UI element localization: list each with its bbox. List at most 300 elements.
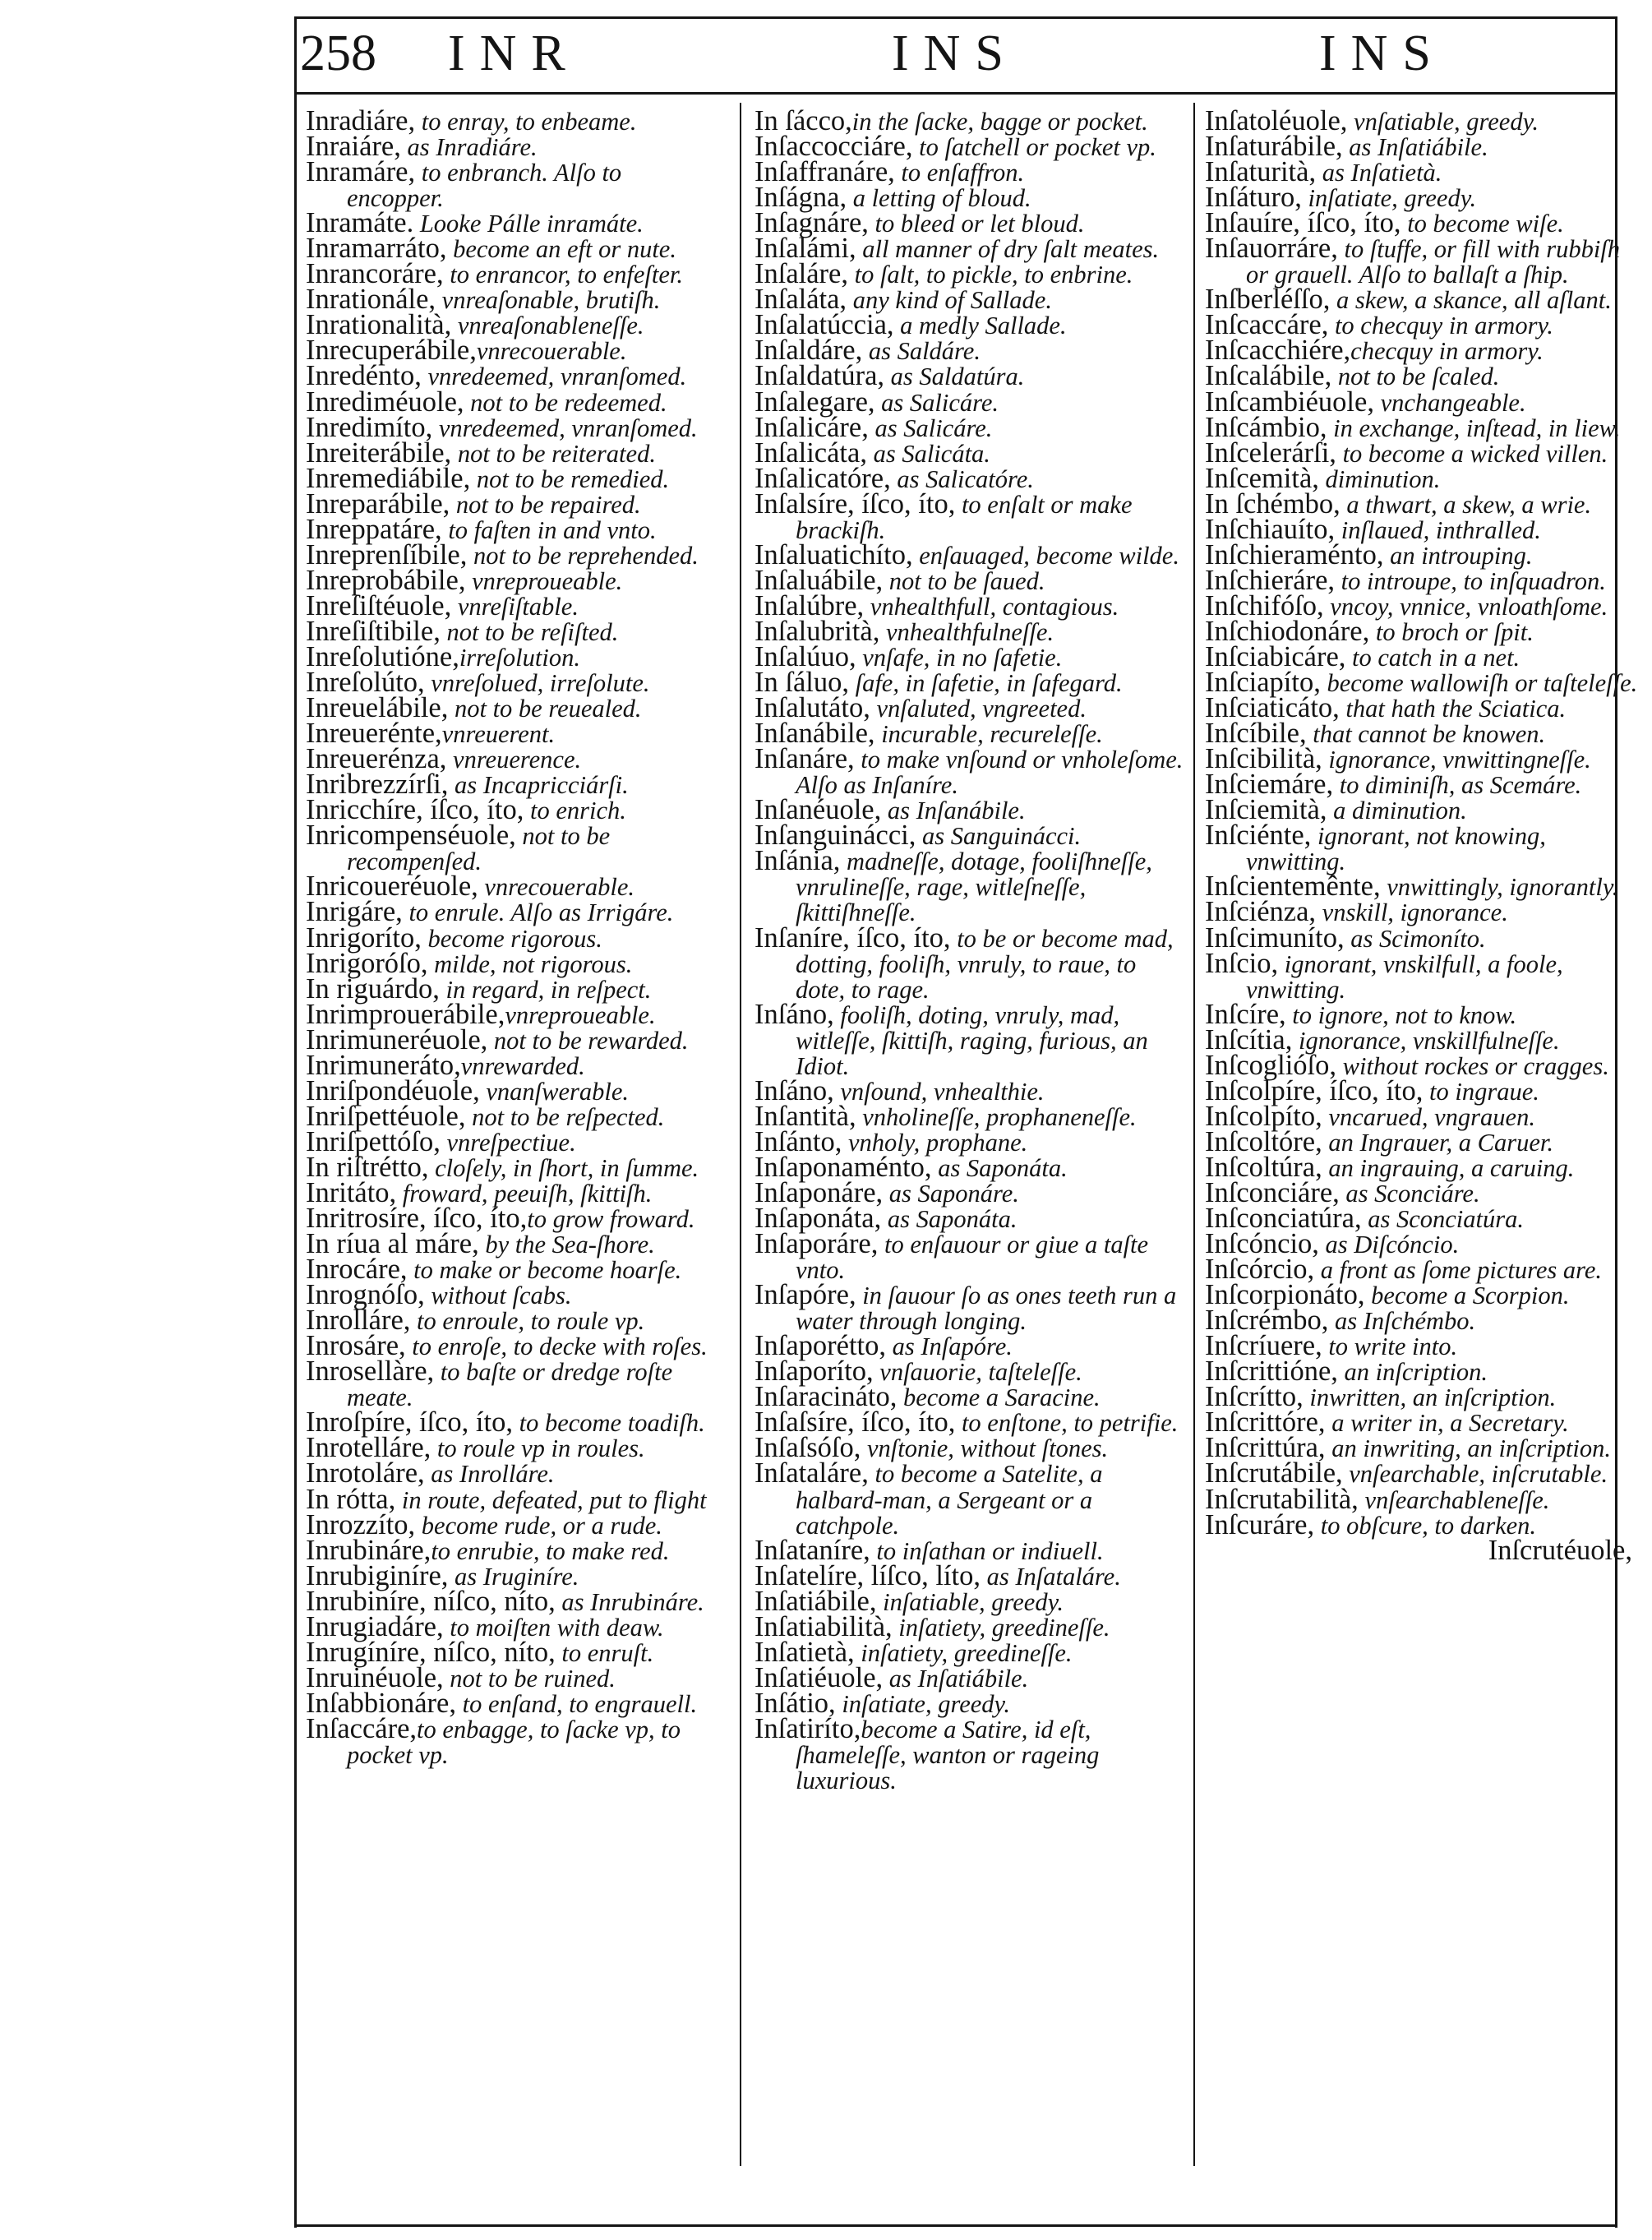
entry-definition: vnſatiable, greedy. (1347, 109, 1539, 136)
entry-definition: as Iruginíre. (448, 1562, 579, 1591)
dictionary-entry (754, 487, 1190, 544)
entry-headword: Inramáte. (306, 207, 414, 239)
entry-headword: Inredimíto, (306, 411, 433, 443)
entry-definition: as Saldáre. (862, 337, 981, 366)
entry-definition: to enbagge, to ſacke vp, to pocket vp. (347, 1715, 681, 1769)
entry-definition: a medly Sallade. (893, 312, 1067, 340)
entry-headword: Inrosáre, (306, 1330, 406, 1362)
entry-definition: not to be redeemed. (464, 388, 667, 417)
entry-definition: inſatiety, greedineſſe. (854, 1638, 1073, 1667)
entry-headword: Inſconciatúra, (1205, 1203, 1362, 1235)
entry-headword: Inſcolpíre, íſco, íto, (1205, 1074, 1424, 1106)
entry-definition: vnreſiſtable. (451, 592, 579, 621)
entry-definition: not to be repaired. (450, 490, 641, 519)
entry-definition: vnredeemed, vnranſomed. (432, 413, 698, 442)
entry-definition: to enſaffron. (894, 159, 1025, 187)
entry-definition: vnſauorie, taſteleſſe. (873, 1358, 1082, 1387)
entry-headword: Inrationále, (306, 284, 436, 316)
dictionary-entry (754, 1279, 1190, 1336)
entry-definition: as Inradiáre. (400, 133, 538, 162)
entry-headword: Inſanguinácci, (754, 820, 916, 852)
entry-definition: vnhealthfull, contagious. (864, 592, 1119, 621)
entry-definition: a thwart, a skew, a wrie. (1340, 490, 1592, 519)
entry-headword: Inſaponáre, (754, 1176, 884, 1208)
dictionary-entry (754, 1712, 1190, 1795)
dictionary-entry (306, 1712, 721, 1769)
entry-definition: in the ſacke, bagge or pocket. (851, 109, 1148, 136)
entry-definition: Looke Pálle inramáte. (413, 210, 644, 238)
dictionary-entry (754, 1457, 1190, 1540)
entry-headword: Inſcámbio, (1205, 411, 1327, 443)
entry-headword: Inſaturità, (1205, 156, 1317, 188)
entry-headword: Inrancoráre, (306, 258, 444, 290)
entry-headword: Inſcemità, (1205, 462, 1319, 494)
dictionary-entry (754, 921, 1190, 1004)
entry-headword: Inrecuperábile, (306, 335, 477, 367)
header-rule (294, 92, 1617, 95)
entry-definition: to inſathan or indiuell. (870, 1536, 1104, 1565)
entry-definition: inſatiate, greedy. (835, 1689, 1011, 1718)
entry-definition: enſauaged, become wilde. (912, 541, 1179, 570)
entry-definition: to ſalt, to pickle, to enbrine. (847, 261, 1133, 289)
entry-definition: vnredeemed, vnranſomed. (421, 363, 687, 391)
entry-definition: as Inſanábile. (881, 797, 1026, 825)
entry-definition: to become wiſe. (1401, 210, 1564, 238)
entry-headword: Inſaponaménto, (754, 1151, 932, 1183)
entry-headword: Inritáto, (306, 1176, 397, 1208)
entry-definition: in ſauour ſo as ones teeth run a water through longing. (796, 1282, 1177, 1336)
entry-definition: as Saponáta. (881, 1205, 1018, 1234)
entry-headword: Inſaláta, (754, 284, 847, 316)
entry-headword: Inremediábile, (306, 462, 471, 494)
entry-definition: not to be reſiſted. (440, 617, 619, 646)
entry-headword: Inreprenſíbile, (306, 538, 468, 570)
entry-headword: In ſácco, (754, 109, 852, 136)
entry-headword: Inſaláre, (754, 258, 848, 290)
entry-headword: Inſciabicáre, (1205, 640, 1346, 672)
entry-headword: Inſantità, (754, 1100, 856, 1132)
entry-definition: as Sconciáre. (1339, 1179, 1480, 1208)
entry-headword: Inrotelláre, (306, 1432, 431, 1464)
entry-headword: Inſánto, (754, 1125, 842, 1157)
entry-definition: vnhealthfulneſſe. (879, 617, 1054, 646)
entry-definition: to make or become hoarſe. (407, 1256, 682, 1285)
entry-definition: as Salicáre. (868, 413, 993, 442)
entry-definition: to diminiſh, as Scemáre. (1333, 771, 1582, 800)
entry-definition: as Saponáre. (883, 1179, 1019, 1208)
entry-definition: inſatiate, greedy. (1301, 184, 1477, 213)
entry-definition: without rockes or cragges. (1336, 1051, 1609, 1080)
top-rule (294, 16, 1617, 19)
entry-headword: Inriſpettéuole, (306, 1100, 466, 1132)
dictionary-column-3 (1205, 109, 1640, 2229)
entry-headword: Inſcrittúra, (1205, 1432, 1326, 1464)
entry-headword: Inramarráto, (306, 233, 447, 265)
entry-definition: to write into. (1322, 1332, 1458, 1361)
entry-headword: Inſcrémbo, (1205, 1305, 1329, 1337)
entry-headword: Inſcrítto, (1205, 1381, 1304, 1413)
entry-definition: inſatiety, greedineſſe. (892, 1613, 1110, 1642)
entry-headword: Inſcambiéuole, (1205, 386, 1374, 418)
entry-headword: Inſaturábile, (1205, 131, 1343, 163)
entry-definition: vnreproueable. (505, 1000, 656, 1029)
entry-definition: in route, defeated, put to flight (395, 1485, 707, 1514)
entry-definition: to catch in a net. (1345, 643, 1520, 672)
entry-headword: Inrigáre, (306, 896, 403, 928)
entry-definition: an inſcription. (1337, 1358, 1488, 1387)
entry-definition: become a Satire, id eſt, ſhameleſſe, wanton or rageing luxurious. (796, 1715, 1100, 1795)
entry-headword: Inſatietà, (754, 1636, 855, 1668)
entry-definition: to enſalt or make brackiſh. (796, 490, 1133, 544)
entry-definition: to become a wicked villen. (1336, 439, 1608, 468)
entry-definition: as Salicatóre. (890, 464, 1034, 493)
entry-headword: Inſalubrità, (754, 615, 880, 647)
entry-definition: not to be ſaued. (883, 566, 1045, 595)
entry-definition: as Diſcóncio. (1318, 1231, 1460, 1259)
entry-headword: Inſcrittióne, (1205, 1356, 1338, 1388)
entry-definition: to grow froward. (527, 1205, 695, 1234)
entry-definition: vnſafe, in no ſafetie. (856, 643, 1063, 672)
entry-headword: Inſcórcio, (1205, 1254, 1315, 1286)
entry-headword: Inſalatúccia, (754, 309, 894, 341)
entry-definition: as Saldatúra. (884, 363, 1025, 391)
entry-definition: to enrancor, to enfeſter. (443, 261, 683, 289)
entry-headword: Inreſolúto, (306, 667, 425, 699)
entry-definition: to enbranch. Alſo to encopper. (347, 159, 622, 213)
entry-definition: not to be remedied. (470, 464, 670, 493)
entry-definition: fooliſh, doting, vnruly, mad, witleſſe, ſkittiſh, raging, furious, an Idiot. (796, 1000, 1148, 1080)
entry-definition: ignorant, vnskilfull, a foole, vnwitting. (1246, 949, 1563, 1004)
entry-definition: as Inſatiábile. (883, 1664, 1029, 1693)
entry-headword: In ſáluo, (754, 667, 849, 699)
entry-headword: Inrosellàre, (306, 1356, 435, 1388)
entry-definition: become a Scorpion. (1364, 1282, 1570, 1310)
entry-headword: Inſágna, (754, 182, 847, 214)
entry-headword: Inſaccáre, (306, 1712, 418, 1744)
entry-definition: as Sanguinácci. (916, 822, 1082, 851)
entry-headword: Inſaluatichíto, (754, 538, 913, 570)
entry-headword: Inſcríuere, (1205, 1330, 1322, 1362)
entry-definition: ſafe, in ſafetie, in ſafegard. (848, 669, 1123, 698)
entry-headword: Inrugiadáre, (306, 1610, 444, 1642)
entry-headword: Inſciapíto, (1205, 667, 1321, 699)
entry-headword: Inrediméuole, (306, 386, 464, 418)
entry-definition: to bleed or let bloud. (868, 210, 1085, 238)
entry-headword: Inrolláre, (306, 1305, 411, 1337)
entry-definition: checquy in armory. (1350, 337, 1544, 366)
entry-definition: to enroule, to roule vp. (410, 1307, 645, 1336)
entry-headword: Inſcolpíto, (1205, 1100, 1322, 1132)
entry-definition: vnrecouerable. (478, 873, 635, 902)
entry-definition: a skew, a skance, all aſlant. (1330, 286, 1612, 315)
entry-headword: Inſciénza, (1205, 896, 1317, 928)
entry-definition: to make vnſound or vnholeſome. Alſo as Inſaníre. (796, 746, 1184, 800)
entry-headword: Inſaccocciáre, (754, 131, 913, 163)
entry-definition: not to be recompenſed. (347, 822, 611, 876)
entry-headword: Inrimuneréuole, (306, 1023, 488, 1055)
entry-definition: that cannot be knowen. (1306, 720, 1546, 749)
entry-definition: vnſearchableneſſe. (1358, 1485, 1550, 1514)
entry-definition: not to be reuealed. (448, 695, 642, 723)
entry-definition: a writer in, a Secretary. (1325, 1409, 1569, 1438)
entry-headword: In riguárdo, (306, 972, 440, 1005)
entry-definition: vnreproueable. (465, 566, 623, 595)
entry-definition: by the Sea-ſhore. (478, 1231, 655, 1259)
entry-headword: Inſáturo, (1205, 182, 1302, 214)
entry-definition: madneſſe, dotage, fooliſhneſſe, vnrulineſſe, rage, witleſneſſe, ſkittiſhneſſe. (796, 848, 1152, 927)
entry-definition: to faſten in and vnto. (441, 515, 657, 544)
entry-headword: Inſátio, (754, 1687, 836, 1719)
entry-definition: ignorance, vnwittingneſſe. (1322, 746, 1591, 774)
entry-definition: as Inſatiábile. (1342, 133, 1488, 162)
entry-headword: Inrotoláre, (306, 1457, 425, 1489)
entry-headword: Inſaffranáre, (754, 156, 895, 188)
entry-definition: an introuping. (1383, 541, 1533, 570)
entry-headword: Inroſpíre, íſco, íto, (306, 1406, 513, 1439)
entry-definition: not to be reprehended. (467, 541, 699, 570)
entry-definition: vncarued, vngrauen. (1322, 1102, 1535, 1131)
entry-headword: Inſataníre, (754, 1534, 870, 1566)
entry-definition: vnreuerent. (441, 720, 556, 749)
entry-definition: become rude, or a rude. (415, 1511, 662, 1540)
entry-headword: Inſcientemênte, (1205, 871, 1381, 903)
entry-definition: as Inrolláre. (424, 1460, 555, 1489)
entry-headword: Inſáno, (754, 1074, 834, 1106)
entry-headword: Inſalutáto, (754, 692, 870, 724)
entry-definition: vnrecouerable. (476, 337, 627, 366)
entry-headword: Inricchíre, íſco, íto, (306, 794, 524, 826)
entry-definition: as Scimoníto. (1344, 924, 1486, 953)
entry-definition: vnſound, vnhealthie. (833, 1077, 1045, 1106)
entry-headword: Inſaporíto, (754, 1356, 874, 1388)
entry-definition: vnrewarded. (460, 1051, 585, 1080)
entry-headword: Inſchieraménto, (1205, 538, 1384, 570)
entry-definition: a letting of bloud. (847, 184, 1031, 213)
entry-headword: Inſaluábile, (754, 564, 884, 596)
entry-headword: Inſatiábile, (754, 1585, 877, 1617)
entry-headword: Inreppatáre, (306, 513, 442, 545)
entry-headword: Inrocáre, (306, 1254, 408, 1286)
entry-definition: to checquy in armory. (1328, 312, 1553, 340)
dictionary-entry (754, 743, 1190, 800)
entry-headword: Inſcacchiére, (1205, 335, 1351, 367)
entry-definition: cloſely, in ſhort, in ſumme. (428, 1153, 699, 1182)
entry-definition: an ingrauing, a caruing. (1322, 1153, 1575, 1182)
entry-headword: Inſaníre, íſco, íto, (754, 921, 951, 954)
entry-headword: Inſcio, (1205, 947, 1279, 979)
entry-headword: Inſáno, (754, 998, 834, 1030)
entry-headword: Inſaldatúra, (754, 360, 885, 392)
entry-definition: incurable, recureleſſe. (874, 720, 1103, 749)
entry-definition: to become toadiſh. (512, 1409, 705, 1438)
entry-definition: to enroſe, to decke with roſes. (405, 1332, 708, 1361)
entry-definition: vnſearchable, inſcrutable. (1342, 1460, 1608, 1489)
entry-definition: in exchange, inſtead, in liew. (1327, 413, 1621, 442)
entry-definition: as Sconciatúra. (1361, 1205, 1524, 1234)
entry-headword: Inreparábile, (306, 487, 450, 520)
entry-definition: as Inſatietà. (1316, 159, 1442, 187)
entry-definition: not to be ſcaled. (1331, 363, 1500, 391)
entry-definition: as Saponáta. (931, 1153, 1068, 1182)
entry-headword: Inſauíre, íſco, íto, (1205, 207, 1401, 239)
entry-definition: an inwriting, an inſcription. (1325, 1434, 1611, 1463)
entry-headword: Inſcuráre, (1205, 1508, 1315, 1540)
entry-headword: In ſchémbo, (1205, 487, 1341, 520)
entry-headword: Inſchifóſo, (1205, 589, 1324, 621)
entry-headword: Inſagnáre, (754, 207, 869, 239)
entry-headword: Inſcrutabilità, (1205, 1483, 1359, 1515)
entry-headword: Inſapóre, (754, 1279, 856, 1311)
entry-definition: to enrule. Alſo as Irrigáre. (402, 898, 674, 927)
dictionary-entry (306, 820, 721, 876)
entry-headword: Inreiterábile, (306, 436, 452, 469)
entry-definition: to enrubie, to make red. (431, 1536, 670, 1565)
entry-headword: Inſcibilità, (1205, 743, 1322, 775)
dictionary-entry (754, 845, 1190, 927)
entry-definition: vnwittingly, ignorantly. (1380, 873, 1619, 902)
entry-definition: froward, peeuiſh, ſkittiſh. (396, 1179, 653, 1208)
running-head-center: INS (892, 25, 1018, 81)
entry-definition: to roule vp in roules. (431, 1434, 645, 1463)
entry-definition: to enſand, to engrauell. (455, 1689, 698, 1718)
entry-definition: to enray, to enbeame. (415, 109, 637, 136)
entry-headword: Inrozzíto, (306, 1508, 416, 1540)
entry-headword: Inſcítia, (1205, 1023, 1293, 1055)
entry-headword: Inribrezzírſi, (306, 769, 449, 801)
entry-headword: Inſaporáre, (754, 1228, 879, 1260)
entry-headword: Inſcimuníto, (1205, 921, 1345, 954)
entry-definition: become wallowiſh or taſteleſſe. (1320, 669, 1638, 698)
entry-definition: irreſolution. (459, 643, 580, 672)
entry-headword: In riſtrétto, (306, 1151, 429, 1183)
running-head-right: INS (1319, 25, 1446, 81)
entry-definition: without ſcabs. (424, 1282, 572, 1310)
entry-definition: to enruſt. (555, 1638, 654, 1667)
dictionary-entry (754, 1228, 1190, 1285)
entry-definition: vnſaluted, vngreeted. (870, 695, 1087, 723)
entry-headword: Inſatelíre, líſco, líto, (754, 1559, 981, 1591)
dictionary-entry (1205, 1508, 1640, 1540)
entry-headword: Inſalicáre, (754, 411, 869, 443)
entry-definition: vnholy, prophane. (842, 1128, 1028, 1157)
catchword: Inſcrutéuole, (1488, 1534, 1632, 1566)
entry-headword: Inſalegare, (754, 386, 875, 418)
entry-definition: vnreuerence. (446, 746, 582, 774)
dictionary-entry (306, 156, 721, 213)
entry-headword: Inſcíre, (1205, 998, 1286, 1030)
entry-headword: Inſcoltóre, (1205, 1125, 1322, 1157)
entry-headword: Inſalámi, (754, 233, 856, 265)
entry-definition: as Incapricciárſi. (448, 771, 629, 800)
entry-headword: Inramáre, (306, 156, 416, 188)
entry-headword: Inſalicatóre, (754, 462, 891, 494)
entry-headword: Inrimuneráto, (306, 1049, 461, 1081)
entry-headword: Inſciaticáto, (1205, 692, 1340, 724)
entry-definition: vnreaſonable, brutiſh. (436, 286, 661, 315)
entry-definition: ignorance, vnskillfulneſſe. (1292, 1026, 1560, 1055)
entry-definition: become a Saracine. (897, 1383, 1101, 1412)
entry-headword: Inſatiabilità, (754, 1610, 893, 1642)
entry-headword: Inſchieráre, (1205, 564, 1336, 596)
running-header (300, 25, 1607, 82)
entry-headword: Inſánia, (754, 845, 841, 877)
column-divider-1 (740, 103, 741, 2166)
entry-headword: Inſauorráre, (1205, 233, 1338, 265)
entry-headword: Inrubináre, (306, 1534, 431, 1566)
entry-headword: Inſcoltúra, (1205, 1151, 1322, 1183)
column-divider-2 (1193, 103, 1195, 2166)
entry-definition: to become a Satelite, a halbard-man, a Sergeant or a catchpole. (796, 1460, 1103, 1540)
entry-headword: Inruinéuole, (306, 1661, 444, 1693)
entry-headword: Inſabbionáre, (306, 1687, 456, 1719)
entry-definition: to ſatchell or pocket vp. (912, 133, 1156, 162)
entry-definition: inwritten, an inſcription. (1303, 1383, 1557, 1412)
entry-definition: vnskill, ignorance. (1316, 898, 1508, 927)
entry-definition: to broch or ſpit. (1369, 617, 1534, 646)
dictionary-entry (1205, 820, 1640, 876)
entry-definition: not to be rewarded. (487, 1026, 689, 1055)
entry-headword: Inrubiníre, níſco, níto, (306, 1585, 556, 1617)
entry-definition: as Salicáta. (866, 439, 990, 468)
entry-headword: Inſaſsíre, íſco, íto, (754, 1406, 956, 1439)
entry-definition: to obſcure, to darken. (1314, 1511, 1537, 1540)
entry-definition: in regard, in reſpect. (439, 975, 652, 1004)
entry-headword: Inredénto, (306, 360, 422, 392)
entry-definition: to enrich. (524, 797, 626, 825)
entry-headword: Inſatiríto, (754, 1712, 861, 1744)
entry-definition: diminution. (1318, 464, 1441, 493)
entry-headword: In rótta, (306, 1483, 396, 1515)
entry-definition: to be or become mad, dotting, fooliſh, vnruly, to raue, to dote, to rage. (796, 924, 1174, 1004)
entry-definition: any kind of Sallade. (847, 286, 1052, 315)
entry-headword: Inſaporétto, (754, 1330, 886, 1362)
entry-headword: Inſanéuole, (754, 794, 882, 826)
entry-headword: Inrimprouerábile, (306, 998, 505, 1030)
entry-headword: Inrigoríto, (306, 921, 422, 954)
entry-headword: Inſciemità, (1205, 794, 1327, 826)
dictionary-entry (306, 1356, 721, 1412)
entry-headword: Inſaldáre, (754, 335, 863, 367)
entry-headword: In ríua al máre, (306, 1228, 479, 1260)
entry-definition: a diminution. (1327, 797, 1467, 825)
entry-headword: Inreſiſtibile, (306, 615, 441, 647)
entry-definition: inſlaued, inthralled. (1335, 515, 1541, 544)
entry-headword: Inreuerénte, (306, 718, 442, 750)
entry-headword: Inſaſsóſo, (754, 1432, 861, 1464)
entry-headword: Inreuelábile, (306, 692, 449, 724)
entry-definition: vnchangeable. (1373, 388, 1526, 417)
entry-headword: Inſcoglióſo, (1205, 1049, 1337, 1081)
entry-definition: inſatiable, greedy. (876, 1587, 1064, 1616)
entry-definition: milde, not rigorous. (427, 949, 633, 978)
entry-headword: Inſanábile, (754, 718, 875, 750)
entry-definition: become an eft or nute. (446, 235, 676, 264)
entry-definition: vnſtonie, without ſtones. (861, 1434, 1109, 1463)
entry-headword: Inſatoléuole, (1205, 109, 1348, 136)
entry-definition: as Inſapóre. (885, 1332, 1013, 1361)
entry-headword: Inſconciáre, (1205, 1176, 1340, 1208)
entry-definition: vnreaſonableneſſe. (451, 312, 644, 340)
entry-headword: Inſalúbre, (754, 589, 865, 621)
entry-definition: an Ingrauer, a Caruer. (1322, 1128, 1554, 1157)
entry-headword: Inſaponáta, (754, 1203, 882, 1235)
entry-definition: to ſtuffe, or fill with rubbiſh or grauell. Alſo to ballaſt a ſhip. (1246, 235, 1621, 289)
entry-headword: Inſcalábile, (1205, 360, 1332, 392)
entry-definition: to moiſten with deaw. (443, 1613, 664, 1642)
entry-headword: Inſcíbile, (1205, 718, 1307, 750)
entry-definition: not to be reiterated. (451, 439, 656, 468)
entry-definition: vnholineſſe, prophaneneſſe. (856, 1102, 1137, 1131)
